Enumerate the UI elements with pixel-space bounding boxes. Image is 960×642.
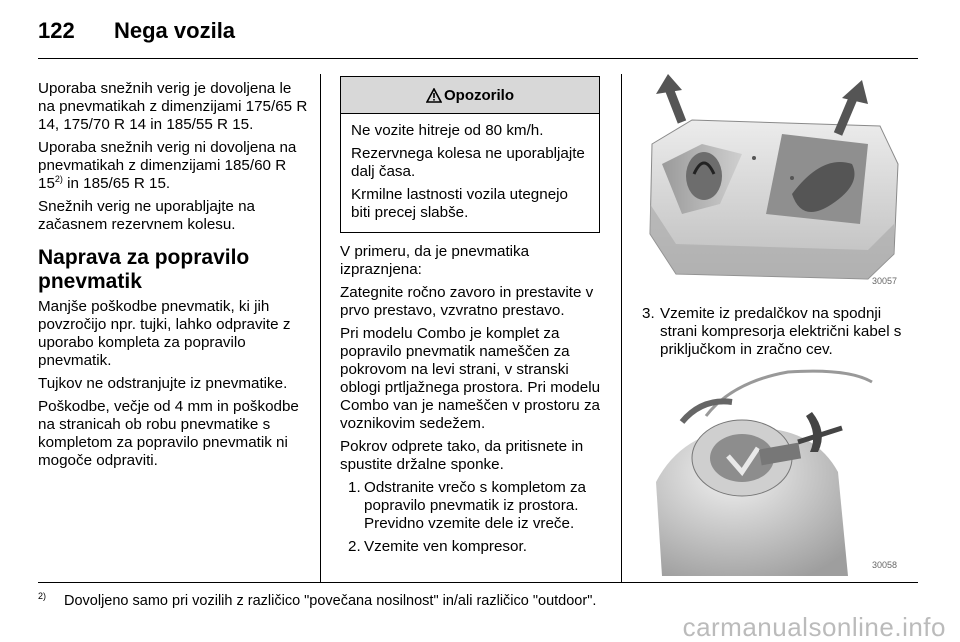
warning-line: Krmilne lastnosti vozila utegnejo biti precej slabše.	[351, 186, 568, 221]
paragraph: Uporaba snežnih verig ni dovoljena na pnevmatikah z dimenzijami 185/60 R 15$^{2)}$ in 185/65 R 15.	[38, 139, 297, 192]
paragraph: Uporaba snežnih verig je dovoljena le na pnevmatikah z dimenzijami 175/65 R 14, 175/70 R 14 in 185/55 R 15.	[38, 80, 308, 133]
page-number: 122	[38, 18, 75, 43]
list-item: 3. Vzemite iz predalčkov na spodnji strani kompresorja električni kabel s priključkom in zračno cev.	[642, 305, 902, 358]
column-divider	[320, 74, 321, 582]
paragraph: Zategnite ročno zavoro in prestavite v prvo prestavo, vzvratno prestavo.	[340, 284, 594, 319]
page-title: Nega vozila	[114, 18, 236, 43]
warning-line: Ne vozite hitreje od 80 km/h.	[351, 122, 544, 139]
warning-header	[341, 77, 599, 114]
page-header	[38, 18, 918, 58]
watermark: carmanualsonline.info	[682, 612, 946, 642]
steps-list	[340, 479, 604, 556]
image-code: 30058	[872, 560, 898, 570]
warning-box	[340, 76, 600, 233]
paragraph: Poškodbe, večje od 4 mm in poškodbe na stranicah ob robu pnevmatike s kompletom za popravilo pnevmatik ni mogoče odpraviti.	[38, 398, 299, 469]
paragraph: Snežnih verig ne uporabljajte na začasnem rezervnem kolesu.	[38, 198, 255, 233]
steps-list	[642, 305, 910, 359]
warning-title: Opozorilo	[444, 86, 514, 104]
header-divider	[38, 58, 918, 59]
footnote-divider	[38, 582, 918, 583]
warning-body	[341, 114, 599, 222]
footnote-reference[interactable]: 2)	[54, 173, 63, 184]
list-item: 2. Vzemite ven kompresor.	[348, 538, 527, 555]
footnote	[38, 591, 596, 609]
illustration-trunk-compartment	[642, 74, 910, 296]
section-heading: Naprava za popravilo pnevmatik	[38, 246, 250, 293]
paragraph: V primeru, da je pnevmatika izpraznjena:	[340, 243, 530, 278]
warning-triangle-icon	[426, 88, 442, 103]
illustration-compressor	[642, 362, 910, 576]
warning-line: Rezervnega kolesa ne uporabljajte dalj časa.	[351, 145, 585, 180]
column-right	[642, 305, 910, 364]
paragraph: Manjše poškodbe pnevmatik, ki jih povzročijo npr. tujki, lahko odpravite z uporabo kompleta za popravilo pnevmatik.	[38, 298, 291, 369]
footnote-mark: 2)	[38, 591, 47, 601]
image-code: 30057	[872, 276, 898, 286]
footnote-text: Dovoljeno samo pri vozilih z različico "povečana nosilnost" in/ali različico "outdoor".	[64, 592, 597, 609]
column-left	[38, 80, 310, 475]
list-item: 1. Odstranite vrečo s kompletom za popravilo pnevmatik iz prostora. Previdno vzemite dele iz vreče.	[348, 479, 586, 532]
paragraph: Tujkov ne odstranjujte iz pnevmatike.	[38, 375, 288, 392]
paragraph: Pokrov odprete tako, da pritisnete in spustite držalne sponke.	[340, 438, 584, 473]
column-divider	[621, 74, 622, 582]
paragraph: Pri modelu Combo je komplet za popravilo pnevmatik nameščen za pokrovom na levi strani, v stranski oblogi prtljažnega prostora. Pri modelu Combo van je nameščen v prostoru za voznikovim sedežem.	[340, 325, 601, 432]
column-middle	[340, 243, 604, 561]
